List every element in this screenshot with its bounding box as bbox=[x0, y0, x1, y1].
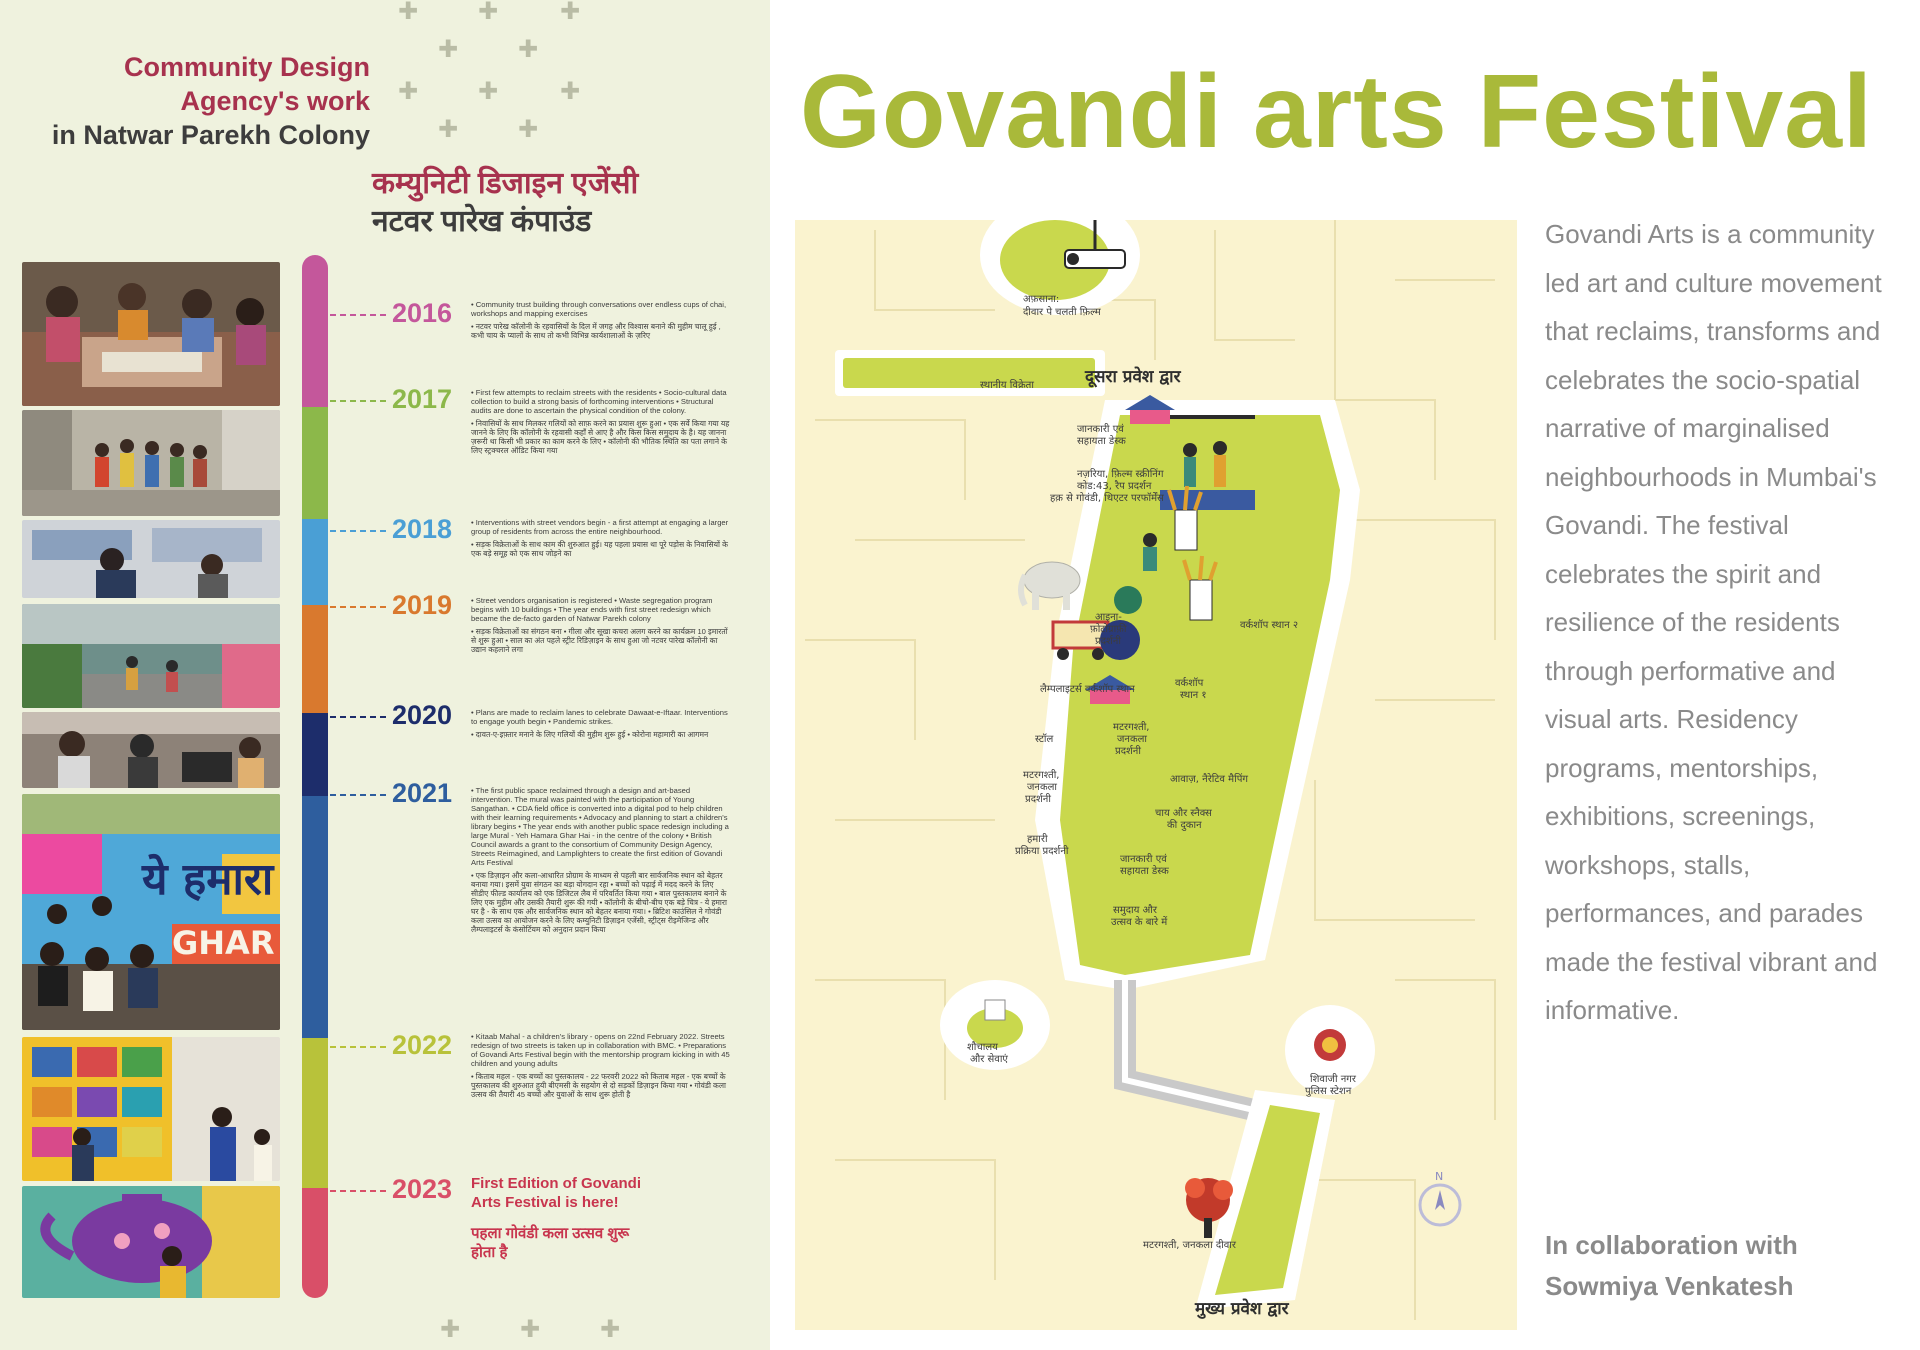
label-info-2b: सहायता डेस्क bbox=[1120, 866, 1169, 877]
label-workshop-1b: स्थान १ bbox=[1180, 690, 1207, 701]
deco-cross-icon: ✚ bbox=[398, 0, 419, 25]
poster-title-line: Community Design bbox=[123, 52, 370, 82]
year-label: 2020 bbox=[392, 700, 453, 730]
deco-cross-icon: ✚ bbox=[398, 78, 419, 105]
final-hi: पहला गोवंडी कला उत्सव शुरू होता है bbox=[471, 1225, 630, 1261]
final-en: First Edition of Govandi Arts Festival is here! bbox=[471, 1175, 641, 1211]
label-matar-wall: मटरगश्ती, जनकला दीवार bbox=[1143, 1240, 1236, 1251]
mural-text-1: ये हमारा bbox=[142, 854, 274, 905]
label-afsana-2: दीवार पे चलती फ़िल्म bbox=[1023, 307, 1101, 318]
deco-cross-icon: ✚ bbox=[518, 116, 539, 143]
photo-digital-pod bbox=[22, 712, 280, 788]
year-label: 2018 bbox=[392, 514, 453, 544]
note-hi: • किताब महल - एक बच्चों का पुस्तकालय - 22 फरवरी 2022 को किताब महल - एक बच्चों के पुस्तकालय की शुरुआत हुयी बीएमसी के सहयोग से दो सड़कों डिज़ाइन किया गया • गोवंडी कला उत्सव की तैयारी 45 बच्चों और युवाओं के साथ शुरू होती है bbox=[471, 1072, 726, 1099]
label-film-c: हक़ से गोवंडी, थिएटर परफॉर्मेंस bbox=[1050, 493, 1164, 504]
poster-hindi-line: नटवर पारेख कंपाउंड bbox=[372, 205, 592, 238]
year-2021 bbox=[328, 778, 458, 808]
note-en: • Street vendors organisation is registered • Waste segregation program begins with 10 buildings • The year ends with first street redesign which became the de-facto garden of Natwar Parekh colony bbox=[471, 596, 713, 623]
note-en: • First few attempts to reclaim streets with the residents • Socio-cultural data collection to build a strong basis of forthcoming interventions • Structural audits are done to ascertain the physical condition of the colony. bbox=[471, 388, 727, 415]
label-process-a: हमारी bbox=[1027, 834, 1048, 845]
timeline-bar-2016 bbox=[302, 255, 328, 407]
note-2022 bbox=[471, 1032, 733, 1103]
deco-cross-icon: ✚ bbox=[478, 0, 499, 25]
photo-street-garden bbox=[22, 604, 280, 708]
note-2017 bbox=[471, 388, 733, 459]
note-hi: • एक डिज़ाइन और कला-आधारित प्रोग्राम के माध्यम से पहली बार सार्वजनिक स्थान को बेहतर बनाया गया। इसमें युवा संगठन का बड़ा योगदान रहा • बच्चों को पढ़ाई में मदद करने के लिए सीडीए फील्ड कार्यालय को एक डिजिटल लैब में परिवर्तित किया गया • बाल पुस्तकालय बनाने के लिए एक मुहीम और उसकी तैयारी शुरू की गयी • कॉलोनी के बीचो-बीच एक बड़े चित्र - ये हमारा घर है - के साथ एक और सार्वजनिक स्थान को बेहतर बनाया गया। • ब्रिटिश काउंसिल ने गोवंडी कला उत्सव का आयोजन करने के लिए कम्युनिटी डिज़ाइन एजेंसी, स्ट्रीट्स रीइमेजिन्ड और लैम्पलाइटर्स के कंसोर्टियम को अनुदान प्रदान किया bbox=[471, 871, 727, 934]
year-label: 2021 bbox=[392, 778, 453, 808]
label-stall: स्टॉल bbox=[1035, 734, 1054, 745]
year-2022 bbox=[328, 1030, 458, 1060]
year-label: 2017 bbox=[392, 384, 453, 414]
note-2019 bbox=[471, 596, 733, 658]
label-aawaz: आवाज़, नैरेटिव मैपिंग bbox=[1170, 774, 1249, 785]
poster-title-line: in Natwar Parekh Colony bbox=[51, 120, 370, 150]
label-toilet-b: और सेवाएं bbox=[970, 1054, 1008, 1065]
deco-cross-icon: ✚ bbox=[438, 36, 459, 63]
collab-line: In collaboration with bbox=[1545, 1230, 1798, 1260]
label-matar1-a: मटरगश्ती, bbox=[1113, 722, 1150, 733]
note-en: • Community trust building through conversations over endless cups of chai, workshops and mapping exercises bbox=[471, 300, 727, 318]
label-film-a: नज़रिया, फ़िल्म स्क्रीनिंग bbox=[1077, 469, 1164, 480]
photo-teapot-mural bbox=[22, 1186, 280, 1298]
label-process-b: प्रक्रिया प्रदर्शनी bbox=[1015, 846, 1069, 857]
label-lamplighters: लैम्पलाइटर्स वर्कशॉप स्थान bbox=[1040, 684, 1135, 695]
north-label: N bbox=[1435, 1170, 1444, 1183]
note-hi: • नटवर पारेख कॉलोनी के रहवासियों के दिल में जगह और विश्वास बनाने की मुहीम चालू हुई , कभी चाय के प्यालों के साथ तो कभी विभिन्न कार्यशालाओं के ज़रिए bbox=[471, 322, 721, 340]
note-hi: • सड़क विक्रेताओं का संगठन बना • गीला और सूखा कचरा अलग करने का कार्यक्रम 10 इमारतों से शुरू हुआ • साल का अंत पहले स्ट्रीट रिडिज़ाइन के साथ हुआ जो नटवर पारेख कॉलोनी का उद्यान कहलाने लगा bbox=[471, 627, 728, 654]
deco-cross-icon: ✚ bbox=[440, 1316, 461, 1343]
vendor-strip bbox=[843, 358, 1095, 388]
timeline-bar-2019 bbox=[302, 605, 328, 713]
photo-workshop-women bbox=[22, 262, 280, 406]
label-photo-c: प्रदर्शनी bbox=[1095, 636, 1121, 647]
label-info-1a: जानकारी एवं bbox=[1077, 424, 1124, 435]
year-label: 2016 bbox=[392, 298, 453, 328]
note-en: • The first public space reclaimed through a design and art-based intervention. The mural was painted with the participation of Young Sangathan. • CDA field office is converted into a digital pod to help children with their learning requirements • Advocacy and planning to start a children's library begins • The year ends with another public space redesign including a large Mural - Yeh Hamara Ghar Hai - in the centre of the colony • British Council awards a grant to the consortium of Community Design Agency, Streets Reimagined, and Lamplighters to create the first edition of Govandi Arts Festival bbox=[471, 786, 729, 867]
label-matar2-c: प्रदर्शनी bbox=[1025, 794, 1051, 805]
timeline-bar-2021 bbox=[302, 796, 328, 1038]
note-en: • Kitaab Mahal - a children's library - opens on 22nd February 2022. Streets redesign of two streets is taken up in collaboration with BMC. • Preparations of Govandi Arts Festival begin with the mentorship program kicking in with 45 children and young adults bbox=[471, 1032, 730, 1068]
year-label: 2019 bbox=[392, 590, 453, 620]
collaboration-credit bbox=[1545, 1225, 1905, 1307]
festival-description: Govandi Arts is a community led art and culture movement that reclaims, transforms and celebrates the socio-spatial narrative of marginalised neighbourhoods in Mumbai's Govandi. The festival celebrates the spirit and resilience of the residents through performative and visual arts. Residency programs, mentorships, exhibitions, screenings, workshops, stalls, performances, and parades made the festival vibrant and informative. bbox=[1545, 219, 1882, 1025]
note-hi: • सड़क विक्रेताओं के साथ काम की शुरुआत हुई। यह पहला प्रयास था पूरे पड़ोस के निवासियों के एक बड़े समूह को एक साथ जोड़ने का bbox=[471, 540, 728, 558]
year-label: 2022 bbox=[392, 1030, 453, 1060]
year-2018 bbox=[328, 514, 458, 544]
label-main-gate: मुख्य प्रवेश द्वार bbox=[1195, 1299, 1289, 1319]
timeline-poster bbox=[0, 0, 770, 1350]
note-en: • Plans are made to reclaim lanes to celebrate Dawaat-e-Iftaar. Interventions to engage youth begin • Pandemic strikes. bbox=[471, 708, 728, 726]
label-community-b: उत्सव के बारे में bbox=[1111, 917, 1168, 928]
note-2020 bbox=[471, 708, 733, 743]
note-2018 bbox=[471, 518, 733, 562]
label-workshop-2: वर्कशॉप स्थान २ bbox=[1240, 620, 1299, 631]
timeline-bar-2018 bbox=[302, 519, 328, 605]
year-2017 bbox=[328, 384, 458, 414]
festival-title: Govandi arts Festival bbox=[800, 54, 1873, 170]
poster-hindi-line: कम्युनिटी डिजाइन एजेंसी bbox=[372, 167, 639, 200]
year-2020 bbox=[328, 700, 458, 730]
photo-kitaab-mahal bbox=[22, 1037, 280, 1181]
label-matar2-a: मटरगश्ती, bbox=[1023, 770, 1060, 781]
deco-cross-icon: ✚ bbox=[478, 78, 499, 105]
label-chai-b: की दुकान bbox=[1167, 820, 1202, 831]
year-2016 bbox=[328, 298, 458, 328]
label-police-a: शिवाजी नगर bbox=[1310, 1074, 1356, 1085]
note-en: • Interventions with street vendors begin - a first attempt at engaging a larger group of residents from across the entire neighbourhood. bbox=[471, 518, 729, 536]
label-info-2a: जानकारी एवं bbox=[1120, 854, 1167, 865]
deco-cross-icon: ✚ bbox=[438, 116, 459, 143]
label-photo-b: फ़ोटोग्राफ़ी bbox=[1090, 624, 1127, 635]
info-tent-icon bbox=[1125, 395, 1175, 424]
label-second-gate: दूसरा प्रवेश द्वार bbox=[1085, 367, 1181, 387]
note-2016 bbox=[471, 300, 733, 344]
timeline-bar-2022 bbox=[302, 1038, 328, 1188]
mural-text-2: GHAR bbox=[172, 924, 275, 962]
festival-map bbox=[795, 220, 1517, 1330]
label-chai-a: चाय और स्नैक्स bbox=[1155, 808, 1212, 819]
note-hi: • दावत-ए-इफ़्तार मनाने के लिए गलियों की मुहीम शुरू हुई • कोरोना महामारी का आगमन bbox=[471, 730, 709, 739]
label-afsana-1: अफ़साना: bbox=[1023, 294, 1060, 305]
poster-title-line: Agency's work bbox=[180, 86, 370, 116]
deco-cross-icon: ✚ bbox=[600, 1316, 621, 1343]
deco-cross-icon: ✚ bbox=[520, 1316, 541, 1343]
toilet-icon bbox=[985, 1000, 1005, 1020]
label-vendor: स्थानीय विक्रेता bbox=[980, 380, 1034, 391]
poster-hindi-title bbox=[372, 165, 638, 241]
deco-cross-icon: ✚ bbox=[518, 36, 539, 63]
note-2021 bbox=[471, 786, 733, 938]
timeline-bar-2023 bbox=[302, 1188, 328, 1298]
label-matar2-b: जनकला bbox=[1027, 782, 1058, 793]
label-workshop-1a: वर्कशॉप bbox=[1175, 678, 1204, 689]
deco-cross-icon: ✚ bbox=[560, 0, 581, 25]
year-2019 bbox=[328, 590, 458, 620]
label-info-1b: सहायता डेस्क bbox=[1077, 436, 1126, 447]
timeline-bar-2017 bbox=[302, 407, 328, 519]
deco-cross-icon: ✚ bbox=[560, 78, 581, 105]
label-film-b: कोड:43, रैप प्रदर्शन bbox=[1077, 481, 1152, 492]
collab-name: Sowmiya Venkatesh bbox=[1545, 1271, 1794, 1301]
label-community-a: समुदाय और bbox=[1113, 905, 1157, 916]
label-police-b: पुलिस स्टेशन bbox=[1305, 1086, 1352, 1097]
photo-children-street bbox=[22, 410, 280, 516]
label-matar1-b: जनकला bbox=[1117, 734, 1148, 745]
photo-mural-ghar bbox=[22, 794, 280, 1030]
label-photo-a: आइना- bbox=[1095, 612, 1122, 623]
label-matar1-c: प्रदर्शनी bbox=[1115, 746, 1141, 757]
note-hi: • निवासियों के साथ मिलकर गलियों को साफ़ करने का प्रयास शुरू हुआ • एक सर्वे किया गया यह जानने के लिए कि कॉलोनी के रहवासी कहाँ से आए है और किस किस समुदाय के है। यह जानना ज़रूरी था किसी भी प्रकार का काम करने के लिए • कॉलोनी की भौतिक स्थिति का पता लगाने के लिए स्ट्रक्चरल ऑडिट किया गया bbox=[471, 419, 730, 455]
timeline-bar-2020 bbox=[302, 713, 328, 796]
year-label: 2023 bbox=[392, 1174, 453, 1204]
year-2023 bbox=[328, 1174, 458, 1204]
photo-street-vendors bbox=[22, 520, 280, 598]
label-toilet-a: शौचालय bbox=[967, 1042, 998, 1053]
poster-title bbox=[52, 50, 370, 152]
